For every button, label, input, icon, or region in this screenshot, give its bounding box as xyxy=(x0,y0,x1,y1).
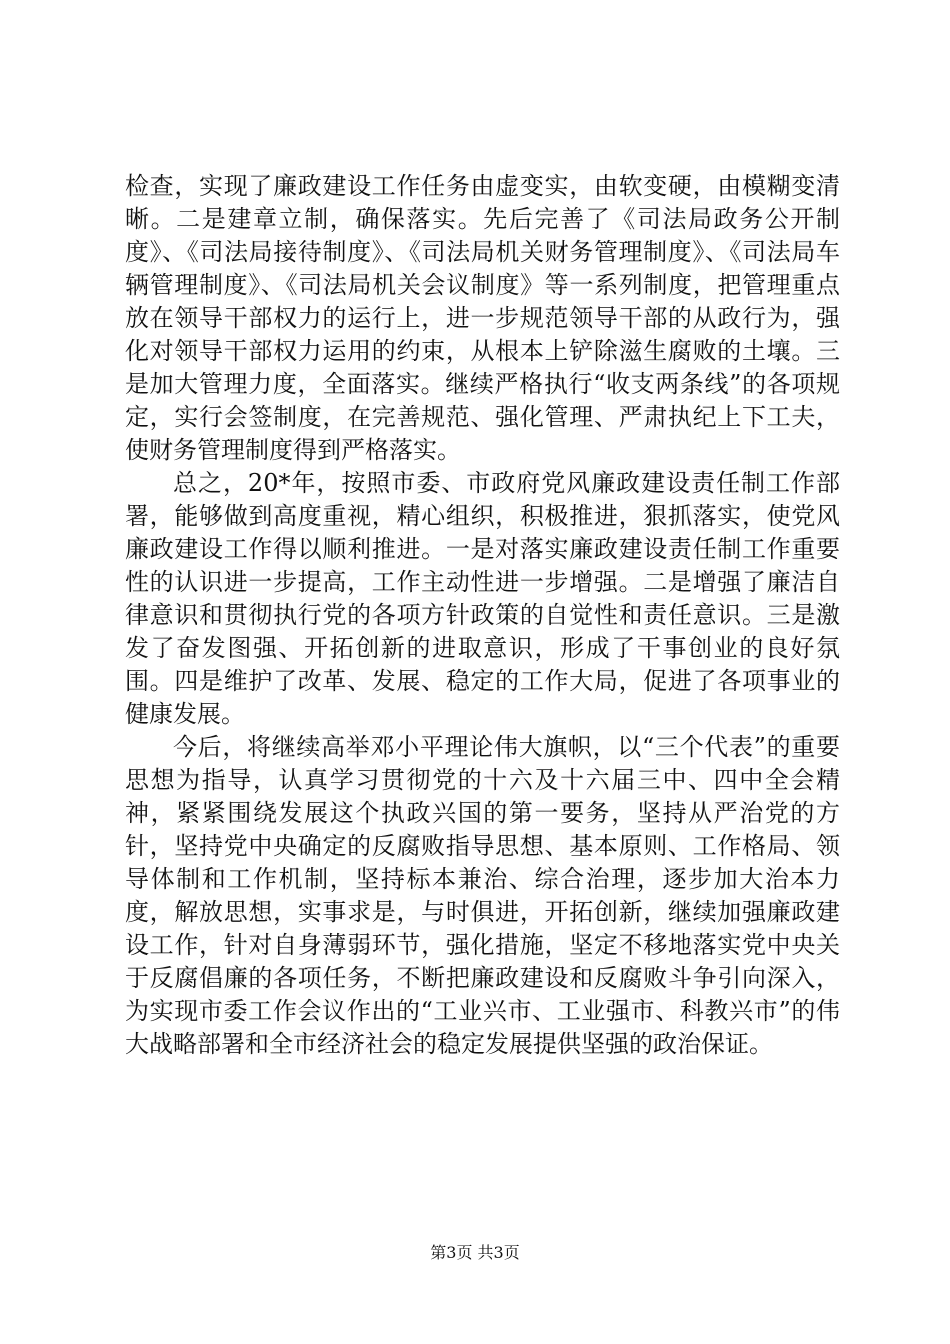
paragraph-future-plan: 今后，将继续高举邓小平理论伟大旗帜，以“三个代表”的重要思想为指导，认真学习贯彻党的十六及十六届三中、四中全会精神，紧紧围绕发展这个执政兴国的第一要务，坚持从严治党的方针，坚持党中央确定的反腐败指导思想、基本原则、工作格局、领导体制和工作机制，坚持标本兼治、综合治理，逐步加大治本力度，解放思想，实事求是，与时俱进，开拓创新，继续加强廉政建设工作，针对自身薄弱环节，强化措施，坚定不移地落实党中央关于反腐倡廉的各项任务，不断把廉政建设和反腐败斗争引向深入，为实现市委工作会议作出的“工业兴市、工业强市、科教兴市”的伟大战略部署和全市经济社会的稳定发展提供坚强的政治保证。 xyxy=(125,733,840,1058)
paragraph-continuation: 检查，实现了廉政建设工作任务由虚变实，由软变硬，由模糊变清晰。二是建章立制，确保落实。先后完善了《司法局政务公开制度》、《司法局接待制度》、《司法局机关财务管理制度》、《司法局车辆管理制度》、《司法局机关会议制度》等一系列制度，把管理重点放在领导干部权力的运行上，进一步规范领导干部的从政行为，强化对领导干部权力运用的约束，从根本上铲除滋生腐败的土壤。三是加大管理力度，全面落实。继续严格执行“收支两条线”的各项规定，实行会签制度，在完善规范、强化管理、严肃执纪上下工夫，使财务管理制度得到严格落实。 xyxy=(125,172,840,464)
paragraph-summary: 总之，20*年，按照市委、市政府党风廉政建设责任制工作部署，能够做到高度重视，精心组织，积极推进，狠抓落实，使党风廉政建设工作得以顺利推进。一是对落实廉政建设责任制工作重要性的认识进一步提高，工作主动性进一步增强。二是增强了廉洁自律意识和贯彻执行党的各项方针政策的自觉性和责任意识。三是激发了奋发图强、开拓创新的进取意识，形成了干事创业的良好氛围。四是维护了改革、发展、稳定的工作大局，促进了各项事业的健康发展。 xyxy=(125,469,840,728)
document-body xyxy=(125,170,840,1061)
page-number-footer: 第3页 共3页 xyxy=(430,1243,520,1262)
